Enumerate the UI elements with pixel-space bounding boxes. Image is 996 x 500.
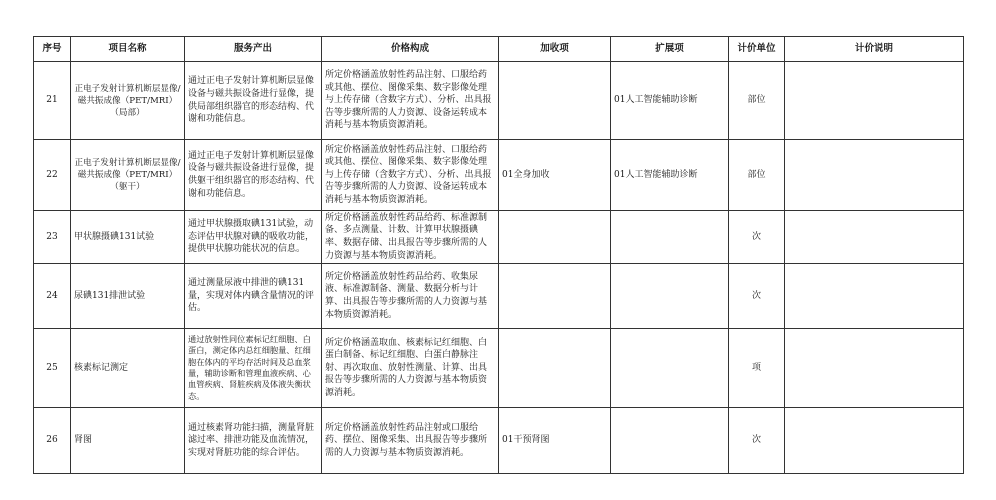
table-row	[34, 329, 964, 408]
cell-extension: 01人工智能辅助诊断	[611, 140, 729, 211]
cell-addon: 01干预肾图	[499, 408, 611, 474]
cell-name: 甲状腺摄碘131试验	[71, 211, 185, 264]
cell-addon	[499, 264, 611, 329]
table-row	[34, 62, 964, 140]
cell-output: 通过正电子发射计算机断层显像设备与磁共振设备进行显像，提供局部组织器官的形态结构、代谢和功能信息。	[185, 62, 322, 140]
cell-addon	[499, 211, 611, 264]
cell-no: 26	[34, 408, 71, 474]
cell-output: 通过甲状腺摄取碘131试验，动态评估甲状腺对碘的吸收功能，提供甲状腺功能状况的信息。	[185, 211, 322, 264]
cell-note	[785, 408, 964, 474]
cell-no: 22	[34, 140, 71, 211]
cell-composition: 所定价格涵盖放射性药品注射、口服给药或其他、摆位、图像采集、数字影像处理与上传存储（含数字方式）、分析、出具报告等步骤所需的人力资源、设备运转成本消耗与基本物质资源消耗。	[322, 62, 499, 140]
table-row	[34, 408, 964, 474]
table-row	[34, 211, 964, 264]
cell-output: 通过正电子发射计算机断层显像设备与磁共振设备进行显像，提供躯干组织器官的形态结构、代谢和功能信息。	[185, 140, 322, 211]
cell-extension: 01人工智能辅助诊断	[611, 62, 729, 140]
cell-extension	[611, 329, 729, 408]
table-row	[34, 264, 964, 329]
cell-note	[785, 62, 964, 140]
cell-unit: 项	[729, 329, 785, 408]
cell-name: 核素标记测定	[71, 329, 185, 408]
cell-name: 尿碘131排泄试验	[71, 264, 185, 329]
cell-name: 肾图	[71, 408, 185, 474]
header-no: 序号	[34, 37, 71, 62]
cell-composition: 所定价格涵盖放射性药品给药、标准源制备、多点测量、计数、计算甲状腺摄碘率、数据存储、出具报告等步骤所需的人力资源与基本物质资源消耗。	[322, 211, 499, 264]
cell-note	[785, 329, 964, 408]
cell-no: 25	[34, 329, 71, 408]
cell-no: 21	[34, 62, 71, 140]
header-unit: 计价单位	[729, 37, 785, 62]
cell-composition: 所定价格涵盖放射性药品注射或口服给药、摆位、图像采集、出具报告等步骤所需的人力资源与基本物质资源消耗。	[322, 408, 499, 474]
header-output: 服务产出	[185, 37, 322, 62]
cell-output: 通过测量尿液中排泄的碘131量，实现对体内碘含量情况的评估。	[185, 264, 322, 329]
cell-note	[785, 140, 964, 211]
cell-composition: 所定价格涵盖放射性药品给药、收集尿液、标准源制备、测量、数据分析与计算、出具报告等步骤所需的人力资源与基本物质资源消耗。	[322, 264, 499, 329]
cell-unit: 次	[729, 211, 785, 264]
cell-no: 23	[34, 211, 71, 264]
cell-unit: 部位	[729, 140, 785, 211]
cell-addon: 01全身加收	[499, 140, 611, 211]
cell-composition: 所定价格涵盖取血、核素标记红细胞、白蛋白制备、标记红细胞、白蛋白静脉注射、再次取血、放射性测量、计算、出具报告等步骤所需的人力资源与基本物质资源消耗。	[322, 329, 499, 408]
cell-extension	[611, 264, 729, 329]
cell-output: 通过放射性同位素标记红细胞、白蛋白，测定体内总红细胞量、红细胞在体内的平均存活时间及总血浆量，辅助诊断和管理血液疾病、心血管疾病、肾脏疾病及体液失衡状态。	[185, 329, 322, 408]
header-composition: 价格构成	[322, 37, 499, 62]
cell-extension	[611, 211, 729, 264]
cell-unit: 部位	[729, 62, 785, 140]
cell-output: 通过核素肾功能扫描，测量肾脏滤过率、排泄功能及血流情况，实现对肾脏功能的综合评估。	[185, 408, 322, 474]
header-note: 计价说明	[785, 37, 964, 62]
cell-unit: 次	[729, 264, 785, 329]
cell-name: 正电子发射计算机断层显像/磁共振成像（PET/MRI）（躯干）	[71, 140, 185, 211]
cell-unit: 次	[729, 408, 785, 474]
cell-addon	[499, 62, 611, 140]
cell-no: 24	[34, 264, 71, 329]
table-row	[34, 140, 964, 211]
header-addon: 加收项	[499, 37, 611, 62]
cell-composition: 所定价格涵盖放射性药品注射、口服给药或其他、摆位、图像采集、数字影像处理与上传存储（含数字方式）、分析、出具报告等步骤所需的人力资源、设备运转成本消耗与基本物质资源消耗。	[322, 140, 499, 211]
table-header-row	[34, 37, 964, 62]
cell-extension	[611, 408, 729, 474]
header-name: 项目名称	[71, 37, 185, 62]
cell-name: 正电子发射计算机断层显像/磁共振成像（PET/MRI）（局部）	[71, 62, 185, 140]
cell-note	[785, 264, 964, 329]
pricing-table	[33, 36, 964, 474]
header-extension: 扩展项	[611, 37, 729, 62]
cell-note	[785, 211, 964, 264]
cell-addon	[499, 329, 611, 408]
